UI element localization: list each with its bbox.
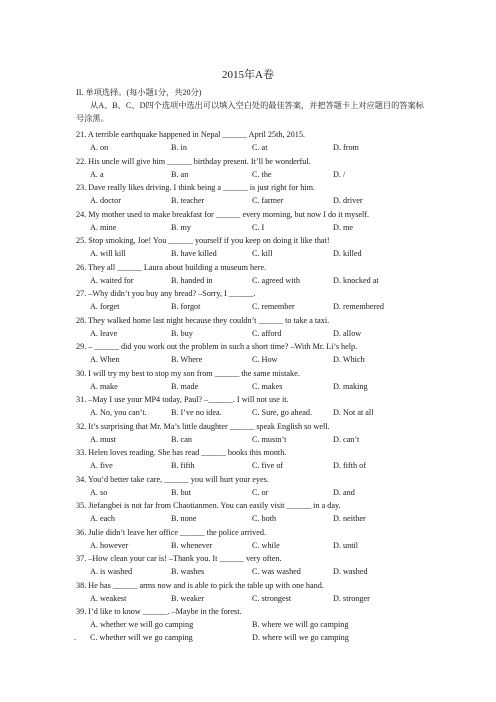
question-stem: 24. My mother used to make breakfast for ______ every morning, but now I do it myself. — [76, 209, 370, 219]
question-stem: 37. –How clean your car is! –Thank you. It ______ very often. — [76, 554, 282, 563]
question-22 — [76, 155, 424, 182]
option-b: B. whenever — [171, 540, 213, 550]
option-c: C. I — [252, 222, 265, 232]
options — [76, 406, 424, 419]
options-row-2 — [76, 631, 424, 644]
option-a: A. whether we will go camping — [90, 620, 194, 629]
instructions: 从A、B、C、D四个选项中选出可以填入空白处的最佳答案，并把答题卡上对应题目的答案标号涂黑。 — [76, 101, 424, 123]
option-c: C. Sure, go ahead. — [252, 408, 313, 417]
option-c: C. the — [252, 169, 272, 179]
option-a: A. mine — [90, 222, 117, 232]
question-29 — [76, 340, 424, 367]
option-c: C. at — [252, 143, 268, 152]
option-a: A. must — [90, 434, 116, 444]
question-36 — [76, 526, 424, 553]
option-b: B. forgot — [171, 302, 201, 311]
option-c: C. five of — [252, 461, 284, 470]
option-a: A. a — [90, 169, 104, 179]
page-title: 2015年A卷 — [222, 69, 274, 81]
option-b: B. can — [171, 434, 192, 444]
option-b: B. fifth — [171, 461, 195, 470]
options — [76, 512, 424, 525]
question-35 — [76, 499, 424, 526]
option-c: C. remember — [252, 302, 295, 311]
option-d: D. from — [333, 143, 359, 152]
question-stem: 36. Julie didn’t leave her office ______ the police arrived. — [76, 527, 266, 537]
option-a: A. weakest — [90, 593, 127, 603]
option-b: B. handed in — [171, 275, 213, 285]
option-a: A. forget — [90, 302, 120, 311]
question-stem: 26. They all ______ Laura about building a museum here. — [76, 262, 267, 272]
option-d: D. until — [333, 540, 359, 550]
question-26 — [76, 261, 424, 288]
option-b: B. an — [171, 169, 189, 179]
question-32 — [76, 420, 424, 447]
option-d: D. washed — [333, 567, 368, 576]
option-c: C. How — [252, 355, 278, 364]
option-b: B. I’ve no idea. — [171, 408, 222, 417]
option-a: A. doctor — [90, 196, 121, 205]
question-stem: 34. You’d better take care, ______ you will hurt your eyes. — [76, 474, 269, 484]
section-heading: II. 单项选择。(每小题1分，共20分) — [76, 88, 202, 97]
option-d: D. Not at all — [333, 408, 374, 417]
question-33 — [76, 446, 424, 473]
question-24 — [76, 208, 424, 235]
option-c: C. strongest — [252, 593, 292, 603]
option-b: B. but — [171, 487, 192, 497]
option-b: B. washes — [171, 567, 205, 576]
options — [76, 459, 424, 472]
stray-mark: . — [74, 633, 77, 642]
question-27 — [76, 287, 424, 314]
question-23 — [76, 181, 424, 208]
question-stem: 31. –May I use your MP4 today, Paul? –______. I will not use it. — [76, 395, 289, 404]
option-a: A. waited for — [90, 275, 134, 285]
question-38 — [76, 579, 424, 606]
question-28 — [76, 314, 424, 341]
question-stem: 22. His uncle will give him ______ birthday present. It’ll be wonderful. — [76, 156, 311, 166]
option-d: D. making — [333, 381, 368, 391]
options — [76, 592, 424, 605]
question-stem: 23. Dave really likes driving. I think being a ______ is just right for him. — [76, 183, 315, 192]
options — [76, 433, 424, 446]
option-b: B. have killed — [171, 249, 217, 258]
option-a: A. however — [90, 540, 129, 550]
options — [76, 380, 424, 393]
option-a: A. is washed — [90, 567, 133, 576]
option-d: D. / — [333, 169, 346, 179]
question-37 — [76, 552, 424, 579]
option-d: D. remembered — [333, 302, 384, 311]
option-d: D. me — [333, 222, 354, 232]
option-c: C. mustn’t — [252, 434, 287, 444]
question-21 — [76, 128, 424, 155]
option-d: D. fifth of — [333, 461, 366, 470]
options — [76, 274, 424, 287]
question-stem: 32. It’s surprising that Mr. Ma’s little daughter ______ speak English so well. — [76, 421, 330, 431]
question-list — [76, 128, 424, 645]
option-b: B. my — [171, 222, 192, 232]
options — [76, 221, 424, 234]
option-b: B. buy — [171, 328, 193, 338]
option-d: D. and — [333, 487, 355, 497]
option-c: C. agreed with — [252, 275, 300, 285]
option-c: C. while — [252, 540, 280, 550]
options — [76, 327, 424, 340]
options — [76, 141, 424, 154]
options — [76, 539, 424, 552]
option-b: B. in — [171, 143, 187, 152]
question-34 — [76, 473, 424, 500]
options — [76, 247, 424, 260]
option-a: A. so — [90, 487, 108, 497]
question-39 — [76, 605, 424, 645]
option-a: A. will kill — [90, 249, 126, 258]
question-stem: 38. He has ______ arms now and is able to pick the table up with one hand. — [76, 580, 324, 590]
question-stem: 21. A terrible earthquake happened in Nepal ______ April 25th, 2015. — [76, 130, 305, 139]
question-stem: 39. I’d like to know ______. –Maybe in the forest. — [76, 607, 242, 616]
option-a: A. No, you can’t. — [90, 408, 147, 417]
option-b: B. weaker — [171, 593, 205, 603]
question-25 — [76, 234, 424, 261]
option-a: A. each — [90, 514, 116, 523]
question-30 — [76, 367, 424, 394]
option-c: C. whether will we go camping — [90, 633, 193, 642]
option-a: A. five — [90, 461, 113, 470]
question-stem: 29. – ______ did you work out the problem in such a short time? –With Mr. Li’s help. — [76, 342, 358, 351]
question-stem: 25. Stop smoking, Joe! You ______ yourself if you keep on doing it like that! — [76, 236, 330, 245]
options — [76, 353, 424, 366]
option-c: C. or — [252, 487, 269, 497]
option-a: A. When — [90, 355, 120, 364]
option-a: A. make — [90, 381, 118, 391]
option-d: D. killed — [333, 249, 362, 258]
option-b: B. where we will go camping — [252, 620, 349, 629]
question-stem: 35. Jiefangbei is not far from Chaotianmen. You can easily visit ______ in a day. — [76, 501, 341, 510]
options-row-1 — [76, 618, 424, 631]
option-c: C. afford — [252, 328, 282, 338]
option-d: D. can’t — [333, 434, 360, 444]
option-a: A. on — [90, 143, 109, 152]
option-d: D. knocked at — [333, 275, 379, 285]
option-d: D. where will we go camping — [252, 633, 349, 642]
question-stem: 30. I will try my best to stop my son from ______ the same mistake. — [76, 368, 300, 378]
option-c: C. makes — [252, 381, 283, 391]
options — [76, 565, 424, 578]
question-stem: 28. They walked home last night because they couldn’t ______ to take a taxi. — [76, 315, 330, 325]
option-d: D. driver — [333, 196, 363, 205]
question-31 — [76, 393, 424, 420]
option-b: B. teacher — [171, 196, 205, 205]
option-c: C. was washed — [252, 567, 301, 576]
option-b: B. none — [171, 514, 197, 523]
option-d: D. neither — [333, 514, 366, 523]
option-d: D. allow — [333, 328, 362, 338]
option-c: C. both — [252, 514, 277, 523]
option-b: B. Where — [171, 355, 203, 364]
question-stem: 27. –Why didn’t you buy any bread? –Sorry, I ______. — [76, 289, 256, 298]
options — [76, 486, 424, 499]
option-b: B. made — [171, 381, 199, 391]
option-d: D. stronger — [333, 593, 370, 603]
question-stem: 33. Helen loves reading. She has read ______ books this month. — [76, 448, 287, 457]
options — [76, 300, 424, 313]
options — [76, 194, 424, 207]
option-d: D. Which — [333, 355, 365, 364]
options — [76, 168, 424, 181]
option-c: C. kill — [252, 249, 273, 258]
option-a: A. leave — [90, 328, 118, 338]
option-c: C. farmer — [252, 196, 284, 205]
